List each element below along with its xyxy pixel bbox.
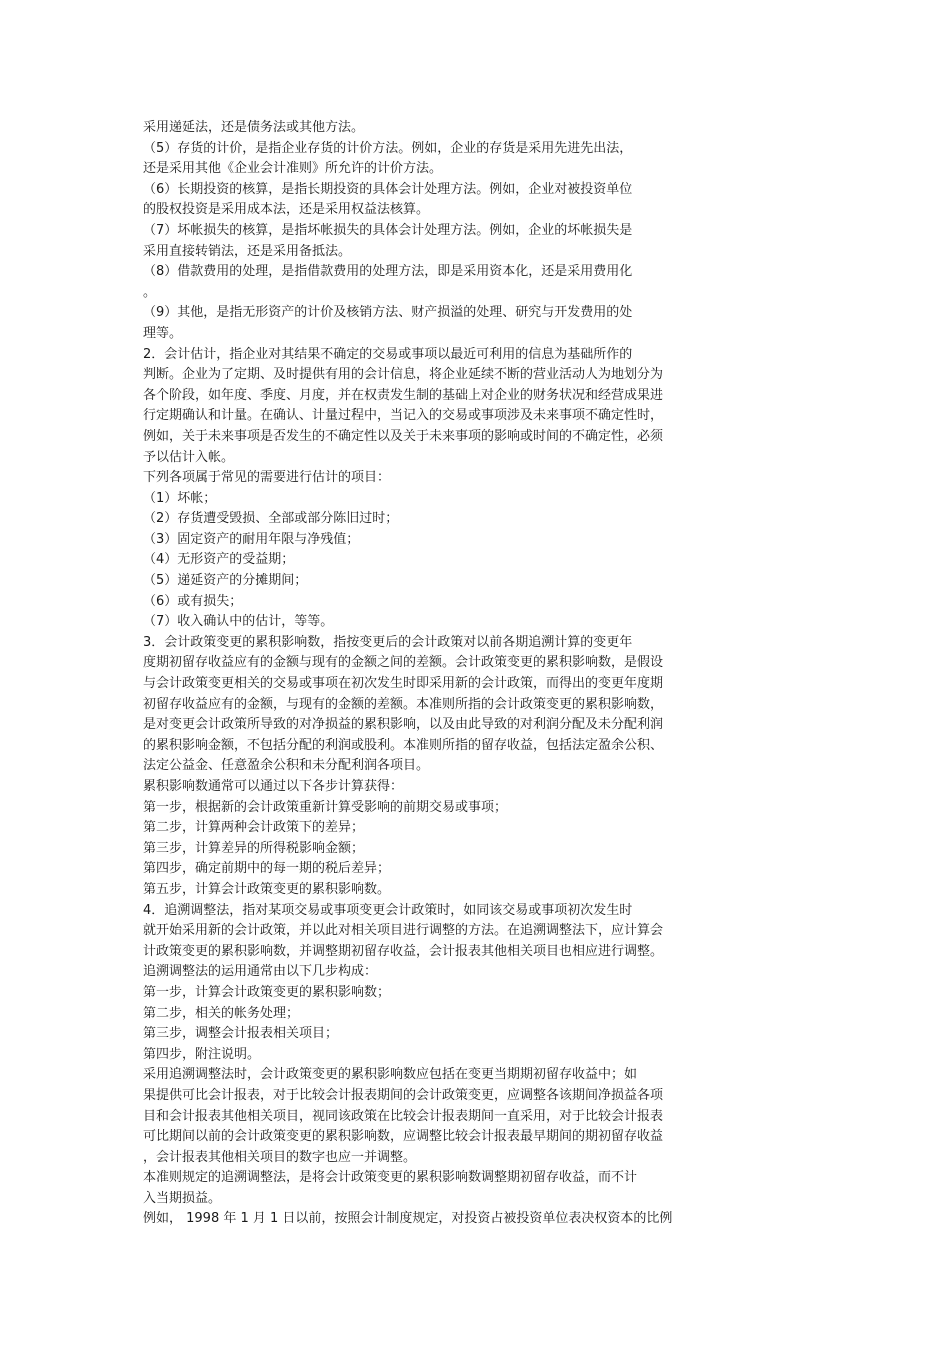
text-line: 各个阶段，如年度、季度、月度，并在权责发生制的基础上对企业的财务状况和经营成果进	[143, 387, 664, 403]
text-line: 本准则规定的追溯调整法，是将会计政策变更的累积影响数调整期初留存收益，而不计	[143, 1170, 638, 1186]
text-line: 的股权投资是采用成本法，还是采用权益法核算。	[143, 202, 430, 218]
text-line: 采用追溯调整法时，会计政策变更的累积影响数应包括在变更当期期初留存收益中；如	[143, 1067, 638, 1083]
text-line: 第二步，相关的帐务处理；	[143, 1005, 300, 1021]
text-line: 。	[143, 284, 157, 300]
text-line: 4．追溯调整法，指对某项交易或事项变更会计政策时，如同该交易或事项初次发生时	[143, 902, 633, 918]
text-line: 第五步，计算会计政策变更的累积影响数。	[143, 881, 391, 897]
text-line: （6）长期投资的核算，是指长期投资的具体会计处理方法。例如，企业对被投资单位	[143, 181, 633, 197]
text-line: 初留存收益应有的金额，与现有的金额的差额。本准则所指的会计政策变更的累积影响数，	[143, 696, 664, 712]
text-line: （7）坏帐损失的核算，是指坏帐损失的具体会计处理方法。例如，企业的坏帐损失是	[143, 222, 633, 238]
text-line: 可比期间以前的会计政策变更的累积影响数，应调整比较会计报表最早期间的期初留存收益	[143, 1129, 664, 1145]
text-line: 采用直接转销法，还是采用备抵法。	[143, 243, 352, 259]
text-line: 第一步，根据新的会计政策重新计算受影响的前期交易或事项；	[143, 799, 508, 815]
text-line: 第四步，确定前期中的每一期的税后差异；	[143, 861, 391, 877]
text-line: 与会计政策变更相关的交易或事项在初次发生时即采用新的会计政策，而得出的变更年度期	[143, 676, 664, 692]
text-line: 行定期确认和计量。在确认、计量过程中，当记入的交易或事项涉及未来事项不确定性时，	[143, 408, 664, 424]
text-line: 是对变更会计政策所导致的对净损益的累积影响，以及由此导致的对利润分配及未分配利润	[143, 717, 664, 733]
text-line: 第四步，附注说明。	[143, 1046, 261, 1062]
text-line: ，会计报表其他相关项目的数字也应一并调整。	[143, 1149, 417, 1165]
text-line: 第二步，计算两种会计政策下的差异；	[143, 820, 365, 836]
text-line: 累积影响数通常可以通过以下各步计算获得：	[143, 779, 404, 794]
text-line: 予以估计入帐。	[143, 449, 235, 465]
text-line: 3．会计政策变更的累积影响数，指按变更后的会计政策对以前各期追溯计算的变更年	[143, 634, 633, 650]
text-line: 判断。企业为了定期、及时提供有用的会计信息，将企业延续不断的营业活动人为地划分为	[143, 367, 664, 383]
text-line: 第三步，计算差异的所得税影响金额；	[143, 840, 365, 856]
text-line: 采用递延法，还是债务法或其他方法。	[143, 120, 365, 135]
text-line: 就开始采用新的会计政策，并以此对相关项目进行调整的方法。在追溯调整法下，应计算会	[143, 923, 664, 939]
text-line: 例如，关于未来事项是否发生的不确定性以及关于未来事项的影响或时间的不确定性，必须	[143, 428, 664, 444]
text-line: （3）固定资产的耐用年限与净残值；	[143, 531, 360, 547]
text-line: 法定公益金、任意盈余公积和未分配利润各项目。	[143, 758, 430, 774]
document-body	[143, 118, 723, 1230]
text-line: 还是采用其他《企业会计准则》所允许的计价方法。	[143, 161, 443, 177]
text-line: （7）收入确认中的估计，等等。	[143, 614, 334, 630]
text-line: （1）坏帐；	[143, 490, 217, 506]
text-line: 目和会计报表其他相关项目，视同该政策在比较会计报表期间一直采用，对于比较会计报表	[143, 1108, 664, 1124]
text-line: 的累积影响金额，不包括分配的利润或股利。本准则所指的留存收益，包括法定盈余公积、	[143, 737, 664, 753]
text-line: 果提供可比会计报表，对于比较会计报表期间的会计政策变更，应调整各该期间净损益各项	[143, 1087, 664, 1103]
text-line: （6）或有损失；	[143, 593, 243, 609]
text-line: （5）递延资产的分摊期间；	[143, 573, 308, 589]
text-line: （4）无形资产的受益期；	[143, 552, 295, 568]
text-line: 下列各项属于常见的需要进行估计的项目：	[143, 470, 391, 486]
text-line: （8）借款费用的处理，是指借款费用的处理方法，即是采用资本化，还是采用费用化	[143, 264, 633, 280]
text-line: （5）存货的计价，是指企业存货的计价方法。例如，企业的存货是采用先进先出法，	[143, 140, 633, 156]
text-line: 入当期损益。	[143, 1190, 222, 1206]
text-line: （9）其他，是指无形资产的计价及核销方法、财产损溢的处理、研究与开发费用的处	[143, 305, 633, 321]
text-line: 例如， 1998 年 1 月 1 日以前，按照会计制度规定，对投资占被投资单位表决权资本的比例	[143, 1211, 673, 1227]
text-line: 理等。	[143, 325, 183, 341]
text-line: 追溯调整法的运用通常由以下几步构成：	[143, 964, 378, 980]
text-line: 度期初留存收益应有的金额与现有的金额之间的差额。会计政策变更的累积影响数，是假设	[143, 655, 664, 671]
text-line: 第一步，计算会计政策变更的累积影响数；	[143, 984, 391, 1000]
text-line: 计政策变更的累积影响数，并调整期初留存收益，会计报表其他相关项目也相应进行调整。	[143, 943, 664, 959]
text-line: （2）存货遭受毁损、全部或部分陈旧过时；	[143, 511, 399, 527]
text-line: 第三步，调整会计报表相关项目；	[143, 1026, 339, 1042]
text-line: 2．会计估计，指企业对其结果不确定的交易或事项以最近可利用的信息为基础所作的	[143, 346, 633, 362]
